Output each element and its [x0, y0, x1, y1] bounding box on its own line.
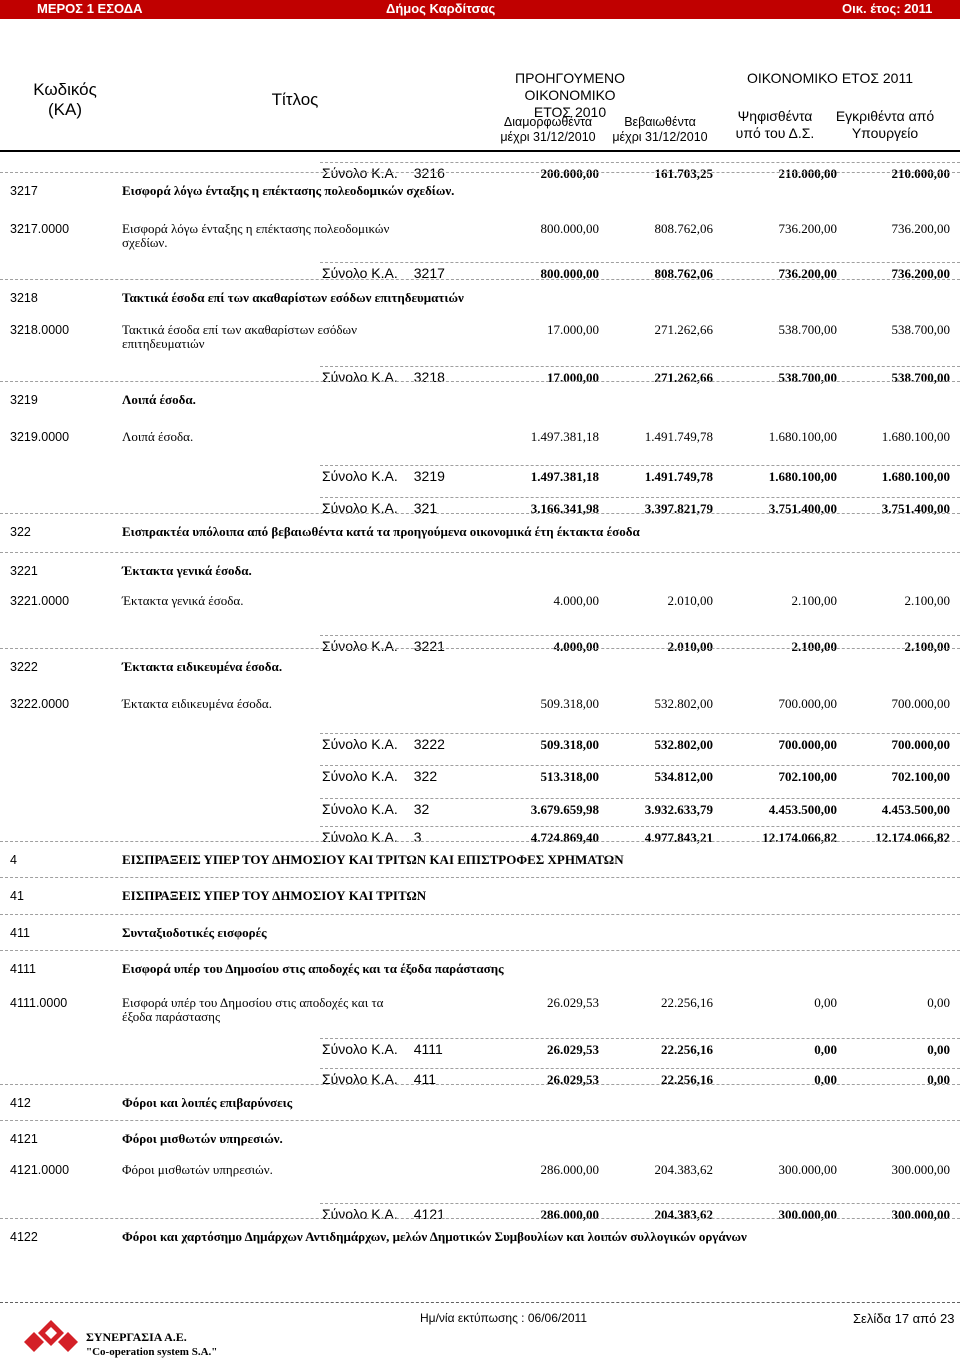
- amount-cell: 22.256,16: [661, 1042, 713, 1057]
- subtotal-rule: [320, 635, 960, 636]
- row-divider: [0, 1218, 960, 1219]
- amount-cell: 1.497.381,18: [530, 429, 599, 444]
- amount-cell: 700.000,00: [778, 737, 837, 752]
- subtotal-label: [322, 266, 445, 280]
- subtotal-code: 3219: [413, 468, 445, 484]
- amount-cell: 12.174.066,82: [875, 830, 950, 845]
- item-code: 3217.0000: [10, 222, 70, 236]
- amount-cell: 0,00: [814, 995, 837, 1010]
- amount-cell: 271.262,66: [654, 370, 713, 385]
- row-divider: [0, 648, 960, 649]
- amount-cell: 2.100,00: [791, 639, 837, 654]
- header-certified-line1: Βεβαιωθέντα: [624, 115, 696, 129]
- group-title: Φόροι και λοιπές επιβαρύνσεις: [122, 1095, 293, 1110]
- item-title: Τακτικά έσοδα επί των ακαθαρίστων εσόδων επιτηδευματιών: [122, 322, 357, 351]
- subtotal-code: 4111: [413, 1041, 443, 1057]
- group-title: ΕΙΣΠΡΑΞΕΙΣ ΥΠΕΡ ΤΟΥ ΔΗΜΟΣΙΟΥ ΚΑΙ ΤΡΙΤΩΝ ΚΑΙ ΕΠΙΣΤΡΟΦΕΣ ΧΡΗΜΑΤΩΝ: [122, 852, 624, 867]
- subtotal-rule: [320, 465, 960, 466]
- amount-cell: 0,00: [814, 1042, 837, 1057]
- group-code: 4121: [10, 1132, 38, 1146]
- amount-cell: 26.029,53: [547, 995, 599, 1010]
- item-code: 4111.0000: [10, 996, 68, 1010]
- group-code: 3221: [10, 564, 38, 578]
- amount-cell: 0,00: [927, 1042, 950, 1057]
- amount-cell: 0,00: [927, 1072, 950, 1087]
- amount-cell: 736.200,00: [891, 266, 950, 281]
- group-code: 3219: [10, 393, 38, 407]
- subtotal-code: 3222: [413, 736, 445, 752]
- amount-cell: 300.000,00: [891, 1207, 950, 1222]
- header-approved-line2: Υπουργείο: [851, 124, 919, 141]
- amount-cell: 4.724.869,40: [530, 830, 599, 845]
- amount-cell: 1.680.100,00: [768, 469, 837, 484]
- amount-cell: 513.318,00: [540, 769, 599, 784]
- subtotal-rule: [320, 162, 960, 163]
- subtotal-rule: [320, 798, 960, 799]
- amount-cell: 509.318,00: [540, 696, 599, 711]
- item-title: Εισφορά υπέρ του Δημοσίου στις αποδοχές και τα έξοδα παράστασης: [122, 995, 384, 1024]
- group-code: 4: [10, 853, 17, 867]
- group-title: Έκτακτα ειδικευμένα έσοδα.: [122, 659, 283, 674]
- amount-cell: 800.000,00: [540, 266, 599, 281]
- subtotal-text: Σύνολο Κ.Α.: [322, 265, 398, 281]
- amount-cell: 204.383,62: [654, 1162, 713, 1177]
- group-title: ΕΙΣΠΡΑΞΕΙΣ ΥΠΕΡ ΤΟΥ ΔΗΜΟΣΙΟΥ ΚΑΙ ΤΡΙΤΩΝ: [122, 888, 427, 903]
- subtotal-code: 3217: [413, 265, 445, 281]
- amount-cell: 532.802,00: [654, 696, 713, 711]
- amount-cell: 300.000,00: [778, 1207, 837, 1222]
- amount-cell: 702.100,00: [778, 769, 837, 784]
- subtotal-code: 3216: [413, 165, 445, 181]
- amount-cell: 2.100,00: [791, 593, 837, 608]
- item-code: 3222.0000: [10, 697, 70, 711]
- row-divider: [0, 513, 960, 514]
- row-divider: [0, 950, 960, 951]
- amount-cell: 808.762,06: [654, 221, 713, 236]
- amount-cell: 271.262,66: [654, 322, 713, 337]
- group-title: Συνταξιοδοτικές εισφορές: [122, 925, 267, 940]
- row-divider: [0, 552, 960, 553]
- header-voted: [715, 108, 835, 142]
- amount-cell: 2.010,00: [667, 639, 713, 654]
- amount-cell: 1.497.381,18: [530, 469, 599, 484]
- header-formed: [488, 115, 608, 145]
- subtotal-text: Σύνολο Κ.Α.: [322, 768, 398, 784]
- group-code: 3217: [10, 184, 38, 198]
- amount-cell: 286.000,00: [540, 1162, 599, 1177]
- item-title: Λοιπά έσοδα.: [122, 429, 194, 444]
- subtotal-label: [322, 802, 429, 816]
- subtotal-label: [322, 166, 445, 180]
- row-divider: [0, 1084, 960, 1085]
- subtotal-rule: [320, 366, 960, 367]
- subtotal-text: Σύνολο Κ.Α.: [322, 736, 398, 752]
- group-code: 3218: [10, 291, 38, 305]
- row-divider: [0, 914, 960, 915]
- amount-cell: 538.700,00: [778, 322, 837, 337]
- group-code: 322: [10, 525, 31, 539]
- header-code: [10, 80, 120, 121]
- group-title: Έκτακτα γενικά έσοδα.: [122, 563, 252, 578]
- amount-cell: 300.000,00: [778, 1162, 837, 1177]
- group-title: Φόροι μισθωτών υπηρεσιών.: [122, 1131, 283, 1146]
- header-certified-line2: μέχρι 31/12/2010: [612, 130, 708, 144]
- amount-cell: 1.680.100,00: [768, 429, 837, 444]
- header-voted-line1: Ψηφισθέντα: [737, 108, 813, 124]
- amount-cell: 736.200,00: [778, 221, 837, 236]
- subtotal-rule: [320, 262, 960, 263]
- header-prev-year: [470, 70, 670, 120]
- subtotal-label: [322, 469, 445, 483]
- subtotal-code: 3218: [413, 369, 445, 385]
- item-code: 3218.0000: [10, 323, 70, 337]
- amount-cell: 0,00: [814, 1072, 837, 1087]
- amount-cell: 538.700,00: [778, 370, 837, 385]
- subtotal-text: Σύνολο Κ.Α.: [322, 500, 398, 516]
- page-number: Σελίδα 17 από 23: [853, 1311, 955, 1326]
- header-prev-year-line2: ΕΤΟΣ 2010: [533, 103, 607, 120]
- item-title: Έκτακτα ειδικευμένα έσοδα.: [122, 696, 272, 711]
- row-divider: [0, 172, 960, 173]
- subtotal-rule: [320, 765, 960, 766]
- amount-cell: 1.680.100,00: [881, 469, 950, 484]
- row-divider: [0, 279, 960, 280]
- subtotal-text: Σύνολο Κ.Α.: [322, 638, 398, 654]
- amount-cell: 204.383,62: [654, 1207, 713, 1222]
- footer-rule: [0, 1302, 960, 1303]
- subtotal-text: Σύνολο Κ.Α.: [322, 1041, 398, 1057]
- amount-cell: 210.000,00: [891, 166, 950, 181]
- group-code: 3222: [10, 660, 38, 674]
- subtotal-rule: [320, 1203, 960, 1204]
- header-voted-line2: υπό του Δ.Σ.: [735, 124, 815, 141]
- header-prev-year-line1: ΠΡΟΗΓΟΥΜΕΝΟ ΟΙΚΟΝΟΜΙΚΟ: [515, 70, 625, 103]
- subtotal-code: 411: [413, 1071, 437, 1087]
- header-cur-year: ΟΙΚΟΝΟΜΙΚΟ ΕΤΟΣ 2011: [747, 70, 913, 86]
- amount-cell: 2.100,00: [904, 593, 950, 608]
- header-certified: [600, 115, 720, 145]
- header-formed-line2: μέχρι 31/12/2010: [500, 130, 596, 144]
- subtotal-text: Σύνολο Κ.Α.: [322, 468, 398, 484]
- amount-cell: 26.029,53: [547, 1042, 599, 1057]
- header-title: Τίτλος: [271, 90, 319, 109]
- amount-cell: 200.000,00: [540, 166, 599, 181]
- amount-cell: 800.000,00: [540, 221, 599, 236]
- amount-cell: 1.680.100,00: [881, 429, 950, 444]
- row-divider: [0, 1120, 960, 1121]
- group-code: 411: [10, 926, 30, 940]
- subtotal-text: Σύνολο Κ.Α.: [322, 1071, 398, 1087]
- amount-cell: 700.000,00: [778, 696, 837, 711]
- amount-cell: 736.200,00: [891, 221, 950, 236]
- header-approved: [825, 108, 945, 142]
- amount-cell: 300.000,00: [891, 1162, 950, 1177]
- subtotal-code: 322: [413, 768, 438, 784]
- subtotal-code: 3: [413, 829, 422, 845]
- municipality-label: Δήμος Καρδίτσας: [386, 1, 496, 16]
- subtotal-label: [322, 1042, 443, 1056]
- amount-cell: 700.000,00: [891, 737, 950, 752]
- item-code: 3221.0000: [10, 594, 70, 608]
- group-title: Φόροι και χαρτόσημο Δημάρχων Αντιδημάρχων, μελών Δημοτικών Συμβουλίων και λοιπών συλλογικών οργάνων: [122, 1229, 747, 1244]
- amount-cell: 3.679.659,98: [530, 802, 599, 817]
- amount-cell: 538.700,00: [891, 322, 950, 337]
- amount-cell: 3.751.400,00: [768, 501, 837, 516]
- amount-cell: 1.491.749,78: [644, 469, 713, 484]
- subtotal-code: 4121: [413, 1206, 445, 1222]
- subtotal-rule: [320, 1038, 960, 1039]
- amount-cell: 4.977.843,21: [644, 830, 713, 845]
- fiscal-year-label: Οικ. έτος: 2011: [842, 1, 933, 16]
- group-title: Τακτικά έσοδα επί των ακαθαρίστων εσόδων επιτηδευματιών: [122, 290, 464, 305]
- amount-cell: 3.751.400,00: [881, 501, 950, 516]
- amount-cell: 3.397.821,79: [644, 501, 713, 516]
- group-title: Λοιπά έσοδα.: [122, 392, 196, 407]
- subtotal-text: Σύνολο Κ.Α.: [322, 369, 398, 385]
- group-title: Εισπρακτέα υπόλοιπα από βεβαιωθέντα κατά τα προηγούμενα οικονομικά έτη έκτακτα έσοδα: [122, 524, 640, 539]
- amount-cell: 22.256,16: [661, 995, 713, 1010]
- subtotal-text: Σύνολο Κ.Α.: [322, 165, 398, 181]
- subtotal-code: 3221: [413, 638, 445, 654]
- amount-cell: 0,00: [927, 995, 950, 1010]
- amount-cell: 700.000,00: [891, 696, 950, 711]
- amount-cell: 534.812,00: [654, 769, 713, 784]
- amount-cell: 22.256,16: [661, 1072, 713, 1087]
- amount-cell: 17.000,00: [547, 322, 599, 337]
- subtotal-rule: [320, 497, 960, 498]
- section-label: ΜΕΡΟΣ 1 ΕΣΟΔΑ: [37, 1, 143, 16]
- company-subname: "Co-operation system S.A.": [86, 1346, 218, 1358]
- amount-cell: 286.000,00: [540, 1207, 599, 1222]
- amount-cell: 2.010,00: [667, 593, 713, 608]
- header-rule: [0, 150, 960, 152]
- group-code: 412: [10, 1096, 31, 1110]
- amount-cell: 17.000,00: [547, 370, 599, 385]
- header-formed-line1: Διαμορφωθέντα: [503, 115, 593, 129]
- print-date: Ημ/νία εκτύπωσης : 06/06/2011: [420, 1311, 588, 1325]
- amount-cell: 12.174.066,82: [762, 830, 837, 845]
- item-title: Εισφορά λόγω ένταξης η επέκτασης πολεοδομικών σχεδίων.: [122, 221, 390, 250]
- row-divider: [0, 381, 960, 382]
- group-code: 4122: [10, 1230, 38, 1244]
- amount-cell: 4.000,00: [553, 593, 599, 608]
- subtotal-text: Σύνολο Κ.Α.: [322, 829, 398, 845]
- subtotal-code: 321: [413, 500, 438, 516]
- item-code: 4121.0000: [10, 1163, 70, 1177]
- group-code: 4111: [10, 962, 36, 976]
- subtotal-text: Σύνολο Κ.Α.: [322, 1206, 398, 1222]
- amount-cell: 702.100,00: [891, 769, 950, 784]
- amount-cell: 532.802,00: [654, 737, 713, 752]
- subtotal-code: 32: [413, 801, 430, 817]
- subtotal-label: [322, 639, 445, 653]
- header-code-title: Κωδικός: [33, 80, 97, 99]
- amount-cell: 3.932.633,79: [644, 802, 713, 817]
- amount-cell: 161.703,25: [654, 166, 713, 181]
- header-approved-line1: Εγκριθέντα από: [835, 108, 935, 124]
- amount-cell: 2.100,00: [904, 639, 950, 654]
- subtotal-rule: [320, 1068, 960, 1069]
- amount-cell: 4.453.500,00: [768, 802, 837, 817]
- subtotal-label: [322, 769, 437, 783]
- header-code-sub: (ΚΑ): [48, 100, 82, 120]
- row-divider: [0, 841, 960, 842]
- amount-cell: 4.453.500,00: [881, 802, 950, 817]
- group-code: 41: [10, 889, 24, 903]
- row-divider: [0, 877, 960, 878]
- amount-cell: 509.318,00: [540, 737, 599, 752]
- subtotal-rule: [320, 826, 960, 827]
- subtotal-rule: [320, 733, 960, 734]
- amount-cell: 26.029,53: [547, 1072, 599, 1087]
- company-logo: [20, 1318, 82, 1358]
- amount-cell: 210.000,00: [778, 166, 837, 181]
- amount-cell: 4.000,00: [553, 639, 599, 654]
- top-bar: [0, 0, 960, 19]
- amount-cell: 736.200,00: [778, 266, 837, 281]
- amount-cell: 3.166.341,98: [530, 501, 599, 516]
- subtotal-label: [322, 737, 445, 751]
- company-name: ΣΥΝΕΡΓΑΣΙΑ Α.Ε.: [86, 1330, 187, 1344]
- amount-cell: 808.762,06: [654, 266, 713, 281]
- amount-cell: 1.491.749,78: [644, 429, 713, 444]
- subtotal-text: Σύνολο Κ.Α.: [322, 801, 398, 817]
- group-title: Εισφορά λόγω ένταξης η επέκτασης πολεοδομικών σχεδίων.: [122, 183, 455, 198]
- item-code: 3219.0000: [10, 430, 70, 444]
- amount-cell: 538.700,00: [891, 370, 950, 385]
- item-title: Φόροι μισθωτών υπηρεσιών.: [122, 1162, 273, 1177]
- group-title: Εισφορά υπέρ του Δημοσίου στις αποδοχές και τα έξοδα παράστασης: [122, 961, 504, 976]
- item-title: Έκτακτα γενικά έσοδα.: [122, 593, 244, 608]
